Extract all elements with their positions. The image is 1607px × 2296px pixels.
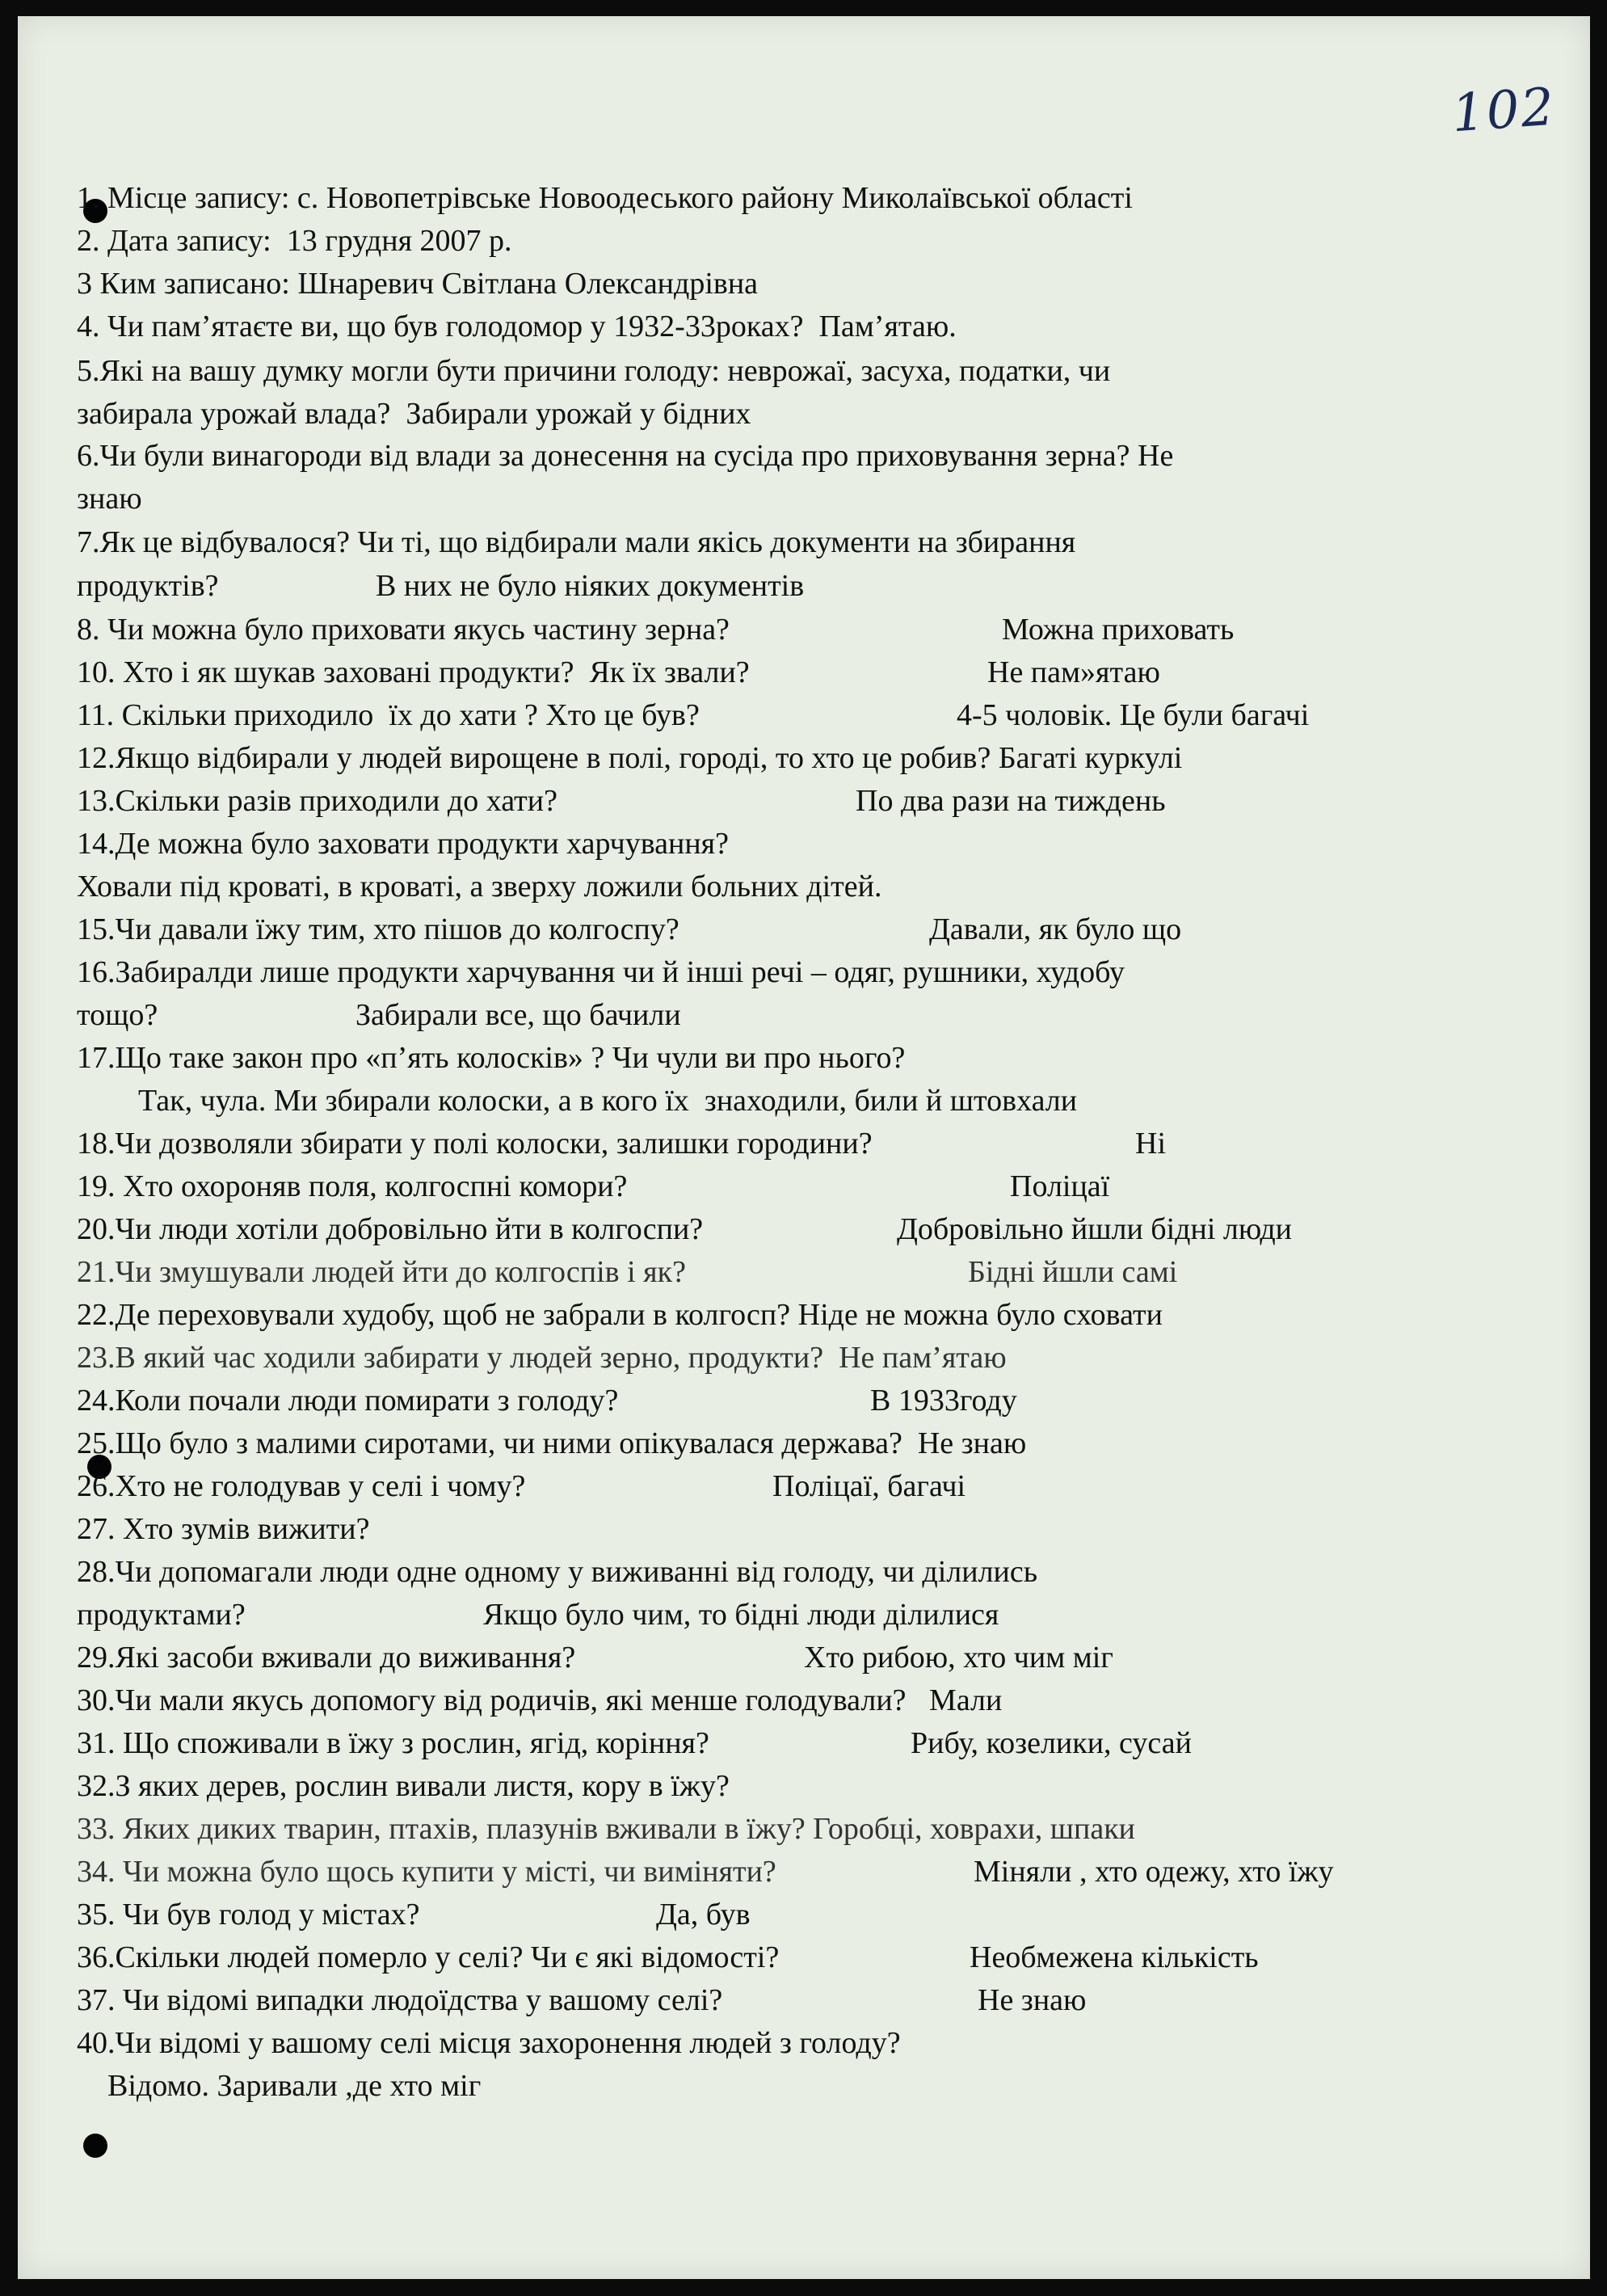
q-line: Так, чула. Ми збирали колоски, а в кого їх знаходили, били й штовхали	[77, 1084, 1078, 1118]
answer-text: Необмежена кількість	[970, 1940, 1259, 1974]
q-line: 11. Скільки приходило їх до хати ? Хто це був?	[77, 698, 700, 732]
q-line: продуктами?	[77, 1598, 246, 1632]
q-line: 40.Чи відомі у вашому селі місця захоронення людей з голоду?	[77, 2026, 901, 2060]
q-line: Відомо. Заривали ,де хто міг	[77, 2069, 482, 2103]
q-line: 12.Якщо відбирали у людей вирощене в полі, городі, то хто це робив? Багаті куркулі	[77, 741, 1183, 775]
q-line: знаю	[77, 482, 142, 516]
q-line: тощо?	[77, 998, 158, 1032]
q-line: 14.Де можна було заховати продукти харчування?	[77, 827, 730, 861]
q-line: 30.Чи мали якусь допомогу від родичів, які менше голодували? Мали	[77, 1683, 1003, 1717]
answer-text: Поліцаї	[1010, 1169, 1110, 1203]
q-line: 1. Місце запису: с. Новопетрівське Новоодеського району Миколаївської області	[77, 181, 1133, 215]
q-line: 8. Чи можна було приховати якусь частину зерна?	[77, 613, 730, 647]
answer-text: Ні	[1135, 1127, 1166, 1161]
answer-text: Поліцаї, багачі	[772, 1469, 966, 1503]
answer-text: 4-5 чоловік. Це були багачі	[957, 698, 1310, 732]
answer-text: Не знаю	[978, 1983, 1087, 2017]
q-line: 27. Хто зумів вижити?	[77, 1512, 370, 1546]
q-line: 29.Які засоби вживали до виживання?	[77, 1641, 576, 1675]
q-line: 24.Коли почали люди помирати з голоду?	[77, 1384, 619, 1418]
answer-text: В них не було ніяких документів	[376, 569, 805, 603]
q-line: 5.Які на вашу думку могли бути причини голоду: неврожаї, засуха, податки, чи	[77, 354, 1111, 388]
q-line: Ховали під кроваті, в кроваті, а зверху ложили больних дітей.	[77, 870, 882, 904]
answer-text: Можна приховать	[1002, 613, 1235, 647]
q-line: 17.Що таке закон про «п’ять колосків» ? Чи чули ви про нього?	[77, 1041, 906, 1075]
q-line: 13.Скільки разів приходили до хати?	[77, 784, 557, 818]
answer-text: Бідні йшли самі	[968, 1255, 1178, 1289]
q-line: 25.Що було з малими сиротами, чи ними опікувалася держава? Не знаю	[77, 1426, 1027, 1460]
answer-text: По два рази на тиждень	[856, 784, 1166, 818]
q-line: 16.Забиралди лише продукти харчування чи й інші речі – одяг, рушники, худобу	[77, 955, 1125, 989]
q-line: 4. Чи пам’ятаєте ви, що був голодомор у 1932-33роках? Пам’ятаю.	[77, 310, 957, 343]
q-line: 21.Чи змушували людей йти до колгоспів і як?	[77, 1255, 686, 1289]
answer-text: Рибу, козелики, сусай	[911, 1726, 1192, 1760]
q-line: 34. Чи можна було щось купити у місті, чи виміняти?	[77, 1855, 776, 1889]
q-line: 33. Яких диких тварин, птахів, плазунів вживали в їжу? Горобці, ховрахи, шпаки	[77, 1812, 1135, 1846]
q-line: 19. Хто охороняв поля, колгоспні комори?	[77, 1169, 628, 1203]
answer-text: Міняли , хто одежу, хто їжу	[974, 1855, 1334, 1889]
q-line: 35. Чи був голод у містах?	[77, 1898, 420, 1932]
q-line: 31. Що споживали в їжу з рослин, ягід, коріння?	[77, 1726, 709, 1760]
q-line: 20.Чи люди хотіли добровільно йти в колгоспи?	[77, 1212, 704, 1246]
q-line: 6.Чи були винагороди від влади за донесення на сусіда про приховування зерна? Не	[77, 439, 1174, 473]
q-line: продуктів?	[77, 569, 219, 603]
q-line: 18.Чи дозволяли збирати у полі колоски, залишки городини?	[77, 1127, 873, 1161]
answer-text: Давали, як було що	[929, 912, 1182, 946]
answer-text: Забирали все, що бачили	[355, 998, 681, 1032]
answer-text: Да, був	[656, 1898, 751, 1932]
q-line: 37. Чи відомі випадки людоїдства у вашому селі?	[77, 1983, 723, 2017]
q-line: 10. Хто і як шукав заховані продукти? Як їх звали?	[77, 655, 750, 689]
q-line: 7.Як це відбувалося? Чи ті, що відбирали мали якісь документи на збирання	[77, 525, 1076, 559]
answer-text: Якщо було чим, то бідні люди ділилися	[483, 1598, 999, 1632]
q-line: 15.Чи давали їжу тим, хто пішов до колгоспу?	[77, 912, 679, 946]
q-line: забирала урожай влада? Забирали урожай у бідних	[77, 397, 751, 431]
q-line: 26.Хто не голодував у селі і чому?	[77, 1469, 526, 1503]
answer-text: Не пам»ятаю	[987, 655, 1160, 689]
q-line: 28.Чи допомагали люди одне одному у виживанні від голоду, чи ділились	[77, 1555, 1038, 1589]
q-line: 22.Де переховували худобу, щоб не забрали в колгосп? Ніде не можна було сховати	[77, 1298, 1163, 1332]
q-line: 23.В який час ходили забирати у людей зерно, продукти? Не пам’ятаю	[77, 1341, 1007, 1375]
q-line: 2. Дата запису: 13 грудня 2007 р.	[77, 224, 512, 258]
answer-text: Добровільно йшли бідні люди	[897, 1212, 1292, 1246]
handwritten-page-number: 102	[1449, 77, 1558, 145]
q-line: 36.Скільки людей померло у селі? Чи є які відомості?	[77, 1940, 780, 1974]
q-line: 32.З яких дерев, рослин вивали листя, кору в їжу?	[77, 1769, 730, 1803]
answer-text: Хто рибою, хто чим міг	[804, 1641, 1113, 1675]
q-line: 3 Ким записано: Шнаревич Світлана Олександрівна	[77, 267, 759, 301]
answer-text: В 1933году	[870, 1384, 1017, 1418]
